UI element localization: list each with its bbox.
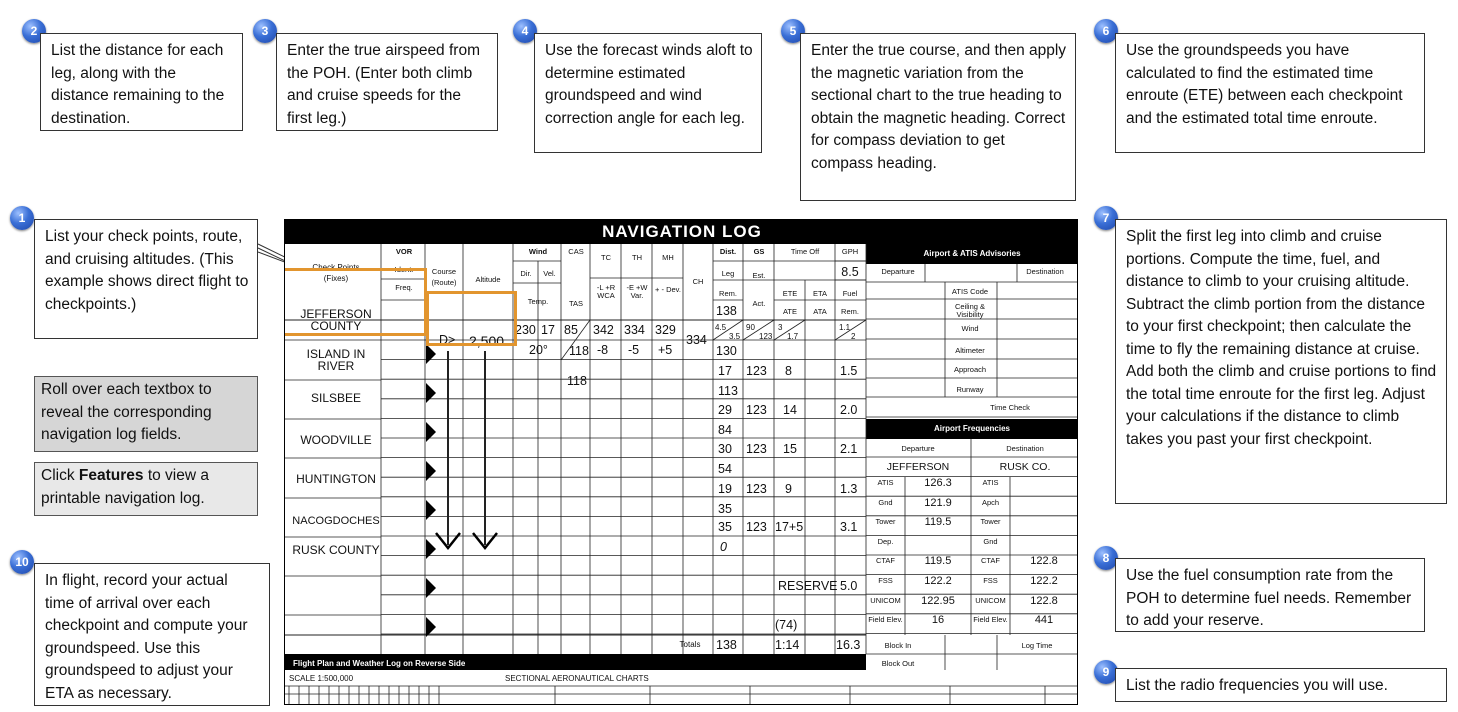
reserve-label: RESERVE — [778, 579, 838, 593]
freq-title: Airport Frequencies — [933, 424, 1010, 433]
step-1-textbox[interactable]: List your check points, route, and cruising altitudes. (This example shows direct flight to checkpoints.) — [34, 219, 258, 339]
adv-title: Airport & ATIS Advisories — [923, 249, 1021, 258]
hdr-eta: ETA — [812, 289, 828, 298]
hdr-th: TH — [632, 253, 642, 262]
hdr-act: Act. — [752, 299, 766, 308]
cas-value: 85 — [564, 323, 578, 337]
log-time-label: Log Time — [1021, 641, 1053, 650]
leg-6-fuel: 3.1 — [840, 520, 858, 534]
leg-4-gs: 123 — [746, 442, 767, 456]
leg-2-rem: 113 — [718, 384, 738, 398]
freq-label-dest: Gnd — [983, 536, 998, 546]
hdr-var: -E +W Var. — [626, 283, 648, 300]
hdr-vel: Vel. — [543, 269, 556, 278]
totals-dist: 138 — [716, 638, 737, 652]
temp-value: 20° — [529, 343, 548, 357]
step-8-badge: 8 — [1094, 546, 1118, 570]
leg-3-dist: 29 — [718, 403, 732, 417]
step-7-textbox[interactable]: Split the first leg into climb and cruise portions. Compute the time, fuel, and distance to climb to your cruising altitude. Subtract the climb portion from the distance to your first checkpoint; then calculate the time to fly the remaining distance at cruise. Add both the climb and cruise portions to find the total time enroute for the first leg. Adjust your calculations if the distance to climb takes you past your first checkpoint. — [1115, 219, 1447, 504]
leg-4-rem: 54 — [718, 462, 732, 476]
hdr-gph: GPH — [841, 247, 859, 256]
checkpoint-7: RUSK COUNTY — [292, 543, 380, 557]
leg-4-dist: 30 — [718, 442, 732, 456]
hdr-checkpoints: Check Points (Fixes) — [312, 263, 360, 283]
block-in-label: Block In — [884, 641, 912, 650]
checkpoint-5: HUNTINGTON — [296, 472, 376, 486]
freq-departure: Departure — [901, 444, 935, 453]
freq-label-dep: Dep. — [877, 536, 894, 546]
hdr-gs: GS — [753, 247, 765, 256]
tas-climb-value: 118 — [569, 344, 589, 358]
step-10-textbox[interactable]: In flight, record your actual time of arrival over each checkpoint and compute your groundspeed. Use this groundspeed to adjust your ETA as necessary. — [34, 563, 270, 706]
leg-2-dist: 17 — [718, 364, 732, 378]
wind-dir-value: 230 — [515, 323, 536, 337]
reserve-fuel: 5.0 — [840, 579, 858, 593]
adv-wind: Wind — [961, 324, 979, 333]
step-2-textbox[interactable]: List the distance for each leg, along with the distance remaining to the destination. — [40, 33, 243, 131]
freq-label-dest: Field Elev. — [973, 615, 1008, 625]
step-5-textbox[interactable]: Enter the true course, and then apply the magnetic variation from the sectional chart to the true heading to obtain the magnetic heading. Correct for compass deviation to get compass heading. — [800, 33, 1076, 201]
step-3-textbox[interactable]: Enter the true airspeed from the POH. (Enter both climb and cruise speeds for the first leg.) — [276, 33, 498, 131]
freq-value-dep: 126.3 — [924, 477, 952, 489]
var-value: -5 — [628, 343, 640, 357]
tas-cruise-value: 118 — [567, 374, 587, 388]
step-1-badge: 1 — [10, 206, 34, 230]
hdr-ident: Ident. — [394, 265, 414, 274]
freq-label-dep: ATIS — [877, 478, 894, 487]
step-10-badge: 10 — [10, 550, 34, 574]
hdr-rem: Rem. — [719, 289, 737, 298]
hdr-course: Course (Route) — [431, 267, 457, 287]
hdr-altitude: Altitude — [475, 275, 501, 284]
step-2-badge: 2 — [22, 19, 46, 43]
freq-label-dest: CTAF — [980, 556, 1001, 566]
totals-time: 1:14 — [775, 638, 800, 652]
hdr-dir: Dir. — [520, 269, 532, 278]
hdr-leg: Leg — [721, 269, 735, 278]
hdr-dev: + - Dev. — [655, 285, 681, 294]
leg-3-fuel: 2.0 — [840, 403, 858, 417]
leg-6-rem: 0 — [720, 540, 727, 554]
freq-value-dep: 16 — [931, 614, 945, 627]
wca-value: -8 — [597, 343, 609, 357]
hdr-ata: ATA — [813, 307, 827, 316]
totals-fuel: 16.3 — [836, 638, 861, 652]
hdr-ete: ETE — [782, 289, 798, 298]
features-pre: Click — [41, 467, 79, 484]
top-rem-value: 138 — [716, 304, 737, 318]
dist-leg-b: 3.5 — [729, 332, 741, 341]
dev-value: +5 — [658, 343, 673, 357]
step-6-textbox[interactable]: Use the groundspeeds you have calculated to find the estimated time enroute (ETE) between each checkpoint and the estimated total time enroute. — [1115, 33, 1425, 153]
route-value: D> — [439, 333, 456, 347]
navlog-title: NAVIGATION LOG — [602, 222, 762, 241]
ch-value: 334 — [686, 333, 707, 347]
freq-label-dep: CTAF — [875, 556, 896, 566]
leg-3-rem: 84 — [718, 423, 732, 437]
adv-time-check: Time Check — [990, 403, 1030, 412]
step-6-badge: 6 — [1094, 19, 1118, 43]
block-out-label: Block Out — [881, 659, 915, 668]
freq-label-dep: FSS — [878, 576, 893, 585]
gph-value: 8.5 — [841, 265, 859, 279]
ete-b: 1.7 — [787, 332, 799, 341]
reserve-time: (74) — [775, 618, 798, 632]
hdr-wind: Wind — [528, 247, 548, 256]
altitude-value: 2,500 — [469, 333, 505, 349]
features-link[interactable]: Features — [78, 467, 144, 484]
hdr-vor: VOR — [395, 247, 413, 256]
hdr-tas: TAS — [568, 299, 584, 308]
scale-label: SCALE 1:500,000 — [289, 674, 354, 683]
adv-destination: Destination — [1026, 267, 1064, 276]
freq-value-dep: 121.9 — [924, 496, 952, 509]
leg-4-fuel: 2.1 — [840, 442, 858, 456]
mh-value: 329 — [655, 323, 676, 337]
leg-3-gs: 123 — [746, 403, 767, 417]
freq-label-dep: UNICOM — [870, 595, 901, 605]
ete-a: 3 — [778, 323, 783, 332]
navigation-log — [284, 219, 1078, 705]
wind-vel-value: 17 — [541, 323, 555, 337]
freq-destination: Destination — [1006, 444, 1044, 453]
hdr-freq: Freq. — [395, 283, 413, 292]
rollover-hint: Roll over each textbox to reveal the corresponding navigation log fields. — [34, 376, 258, 452]
gs-b: 123 — [759, 332, 773, 341]
checkpoint-4: WOODVILLE — [300, 433, 372, 447]
freq-label-dest: ATIS — [982, 478, 999, 487]
hdr-tc: TC — [601, 253, 611, 262]
step-5-badge: 5 — [781, 19, 805, 43]
freq-value-dep: 119.5 — [924, 516, 952, 529]
freq-label-dep: Field Elev. — [868, 615, 903, 625]
hdr-fuel: Fuel — [842, 289, 858, 298]
step-9-badge: 9 — [1094, 660, 1118, 684]
hdr-dist: Dist. — [719, 247, 737, 256]
checkpoint-1: JEFFERSON COUNTY — [300, 307, 372, 333]
freq-value-dest: 441 — [1034, 614, 1054, 627]
hdr-ch: CH — [692, 277, 704, 286]
freq-label-dest: UNICOM — [975, 595, 1006, 605]
freq-value-dep: 122.2 — [924, 575, 952, 587]
freq-label-dest: FSS — [983, 576, 998, 585]
adv-atis-code: ATIS Code — [951, 287, 989, 296]
adv-ceiling: Ceiling & Visibility — [954, 302, 985, 319]
freq-value-dest: 122.8 — [1030, 555, 1058, 568]
freq-value-dep: 119.5 — [924, 555, 952, 568]
freq-label-dep: Gnd — [878, 497, 893, 507]
leg-6-dist: 35 — [718, 520, 732, 534]
step-3-badge: 3 — [253, 19, 277, 43]
fuel-a: 1.1 — [839, 323, 851, 332]
leg-5-rem: 35 — [718, 502, 732, 516]
freq-value-dest: 122.2 — [1030, 575, 1058, 587]
freq-value-dep: 122.95 — [921, 594, 955, 607]
hdr-ate: ATE — [782, 307, 798, 316]
freq-dep-name: JEFFERSON — [886, 461, 950, 473]
adv-approach: Approach — [953, 365, 987, 374]
checkpoint-6: NACOGDOCHES — [292, 515, 380, 527]
freq-value-dest: 122.8 — [1030, 594, 1058, 607]
adv-altimeter: Altimeter — [955, 346, 985, 355]
leg-6-gs: 123 — [746, 520, 767, 534]
highlight-checkpoint — [284, 265, 427, 336]
leg-2-fuel: 1.5 — [840, 364, 858, 378]
leg-2-ete: 8 — [785, 364, 792, 378]
step-7-badge: 7 — [1094, 206, 1118, 230]
footer-note: Flight Plan and Weather Log on Reverse Side — [293, 659, 466, 668]
hdr-time-off: Time Off — [790, 247, 820, 256]
hdr-fuel-rem: Rem. — [841, 307, 859, 316]
dist-rem-value: 130 — [716, 344, 737, 358]
dist-leg-a: 4.5 — [715, 323, 727, 332]
features-post: to view a printable navigation log. — [41, 467, 209, 507]
freq-label-dep: Tower — [875, 517, 896, 527]
leg-5-gs: 123 — [746, 482, 767, 496]
leg-5-ete: 9 — [785, 482, 792, 496]
gs-a: 90 — [746, 323, 755, 332]
th-value: 334 — [624, 323, 645, 337]
leg-5-fuel: 1.3 — [840, 482, 858, 496]
step-8-textbox[interactable]: Use the fuel consumption rate from the POH to determine fuel needs. Remember to add your reserve. — [1115, 558, 1425, 632]
checkpoint-3: SILSBEE — [310, 391, 362, 405]
hdr-mh: MH — [662, 253, 674, 262]
highlight-route-altitude — [426, 291, 517, 346]
leg-5-dist: 19 — [718, 482, 732, 496]
step-9-textbox[interactable]: List the radio frequencies you will use. — [1115, 668, 1447, 702]
hdr-est: Est. — [752, 271, 766, 280]
step-4-badge: 4 — [513, 19, 537, 43]
leg-3-ete: 14 — [783, 403, 797, 417]
freq-label-dest: Apch — [981, 497, 1000, 507]
adv-departure: Departure — [881, 267, 915, 276]
totals-label: Totals — [679, 640, 701, 649]
step-4-textbox[interactable]: Use the forecast winds aloft to determine estimated groundspeed and wind correction angle for each leg. — [534, 33, 762, 153]
hdr-temp: Temp. — [527, 297, 549, 306]
adv-runway: Runway — [956, 385, 984, 394]
leg-6-ete: 17+5 — [775, 520, 804, 534]
freq-label-dest: Tower — [980, 517, 1001, 527]
leg-2-gs: 123 — [746, 364, 767, 378]
hdr-wca: -L +R WCA — [596, 283, 616, 300]
leg-4-ete: 15 — [783, 442, 797, 456]
charts-label: SECTIONAL AERONAUTICAL CHARTS — [505, 674, 649, 683]
fuel-b: 2 — [851, 332, 856, 341]
checkpoint-2: ISLAND IN RIVER — [306, 347, 366, 373]
tc-value: 342 — [593, 323, 614, 337]
hdr-cas: CAS — [568, 247, 584, 256]
freq-dest-name: RUSK CO. — [999, 461, 1051, 473]
